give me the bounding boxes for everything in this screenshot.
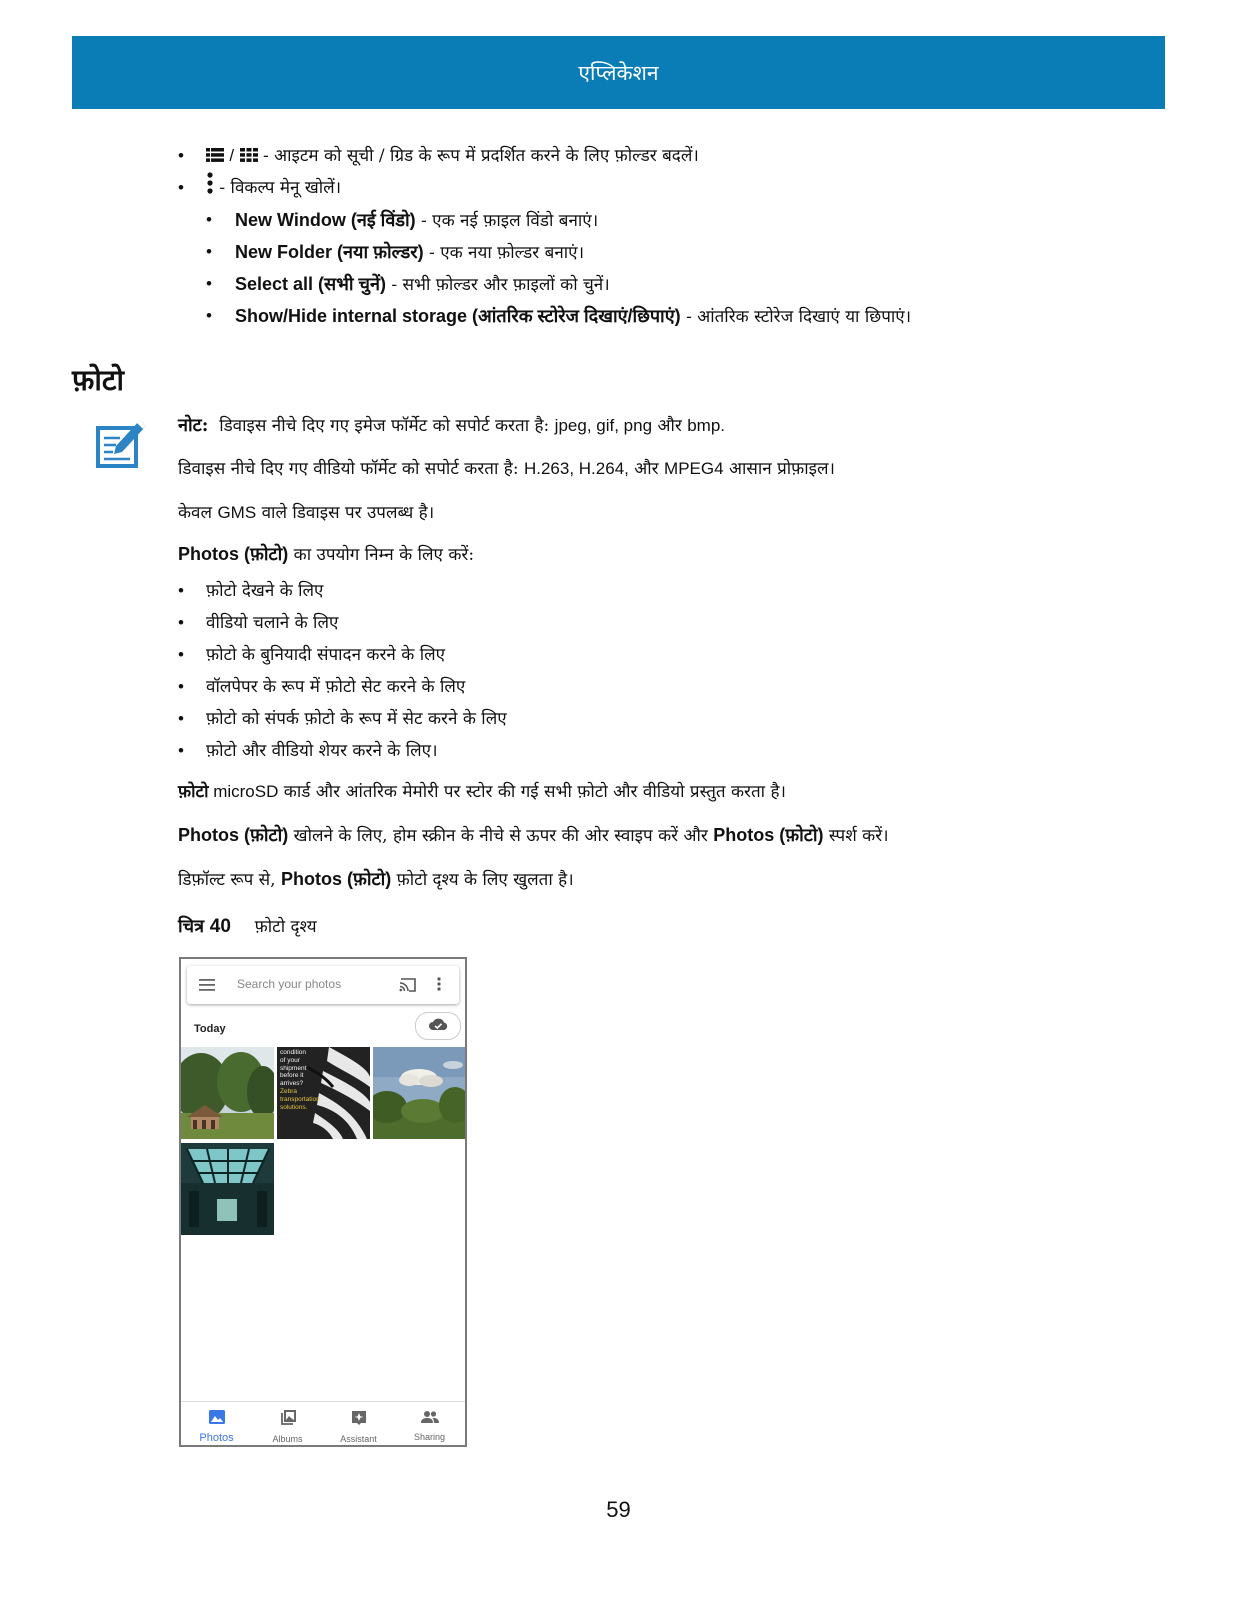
photo-icon [209, 1410, 225, 1429]
options-menu-text: - विकल्प मेनू खोलें। [219, 178, 342, 198]
cast-icon[interactable] [399, 978, 417, 997]
nav-tab-assistant[interactable] [323, 1402, 394, 1446]
para-open-app2: Photos (फ़ोटो) [713, 825, 824, 845]
uses-app-name: Photos (फ़ोटो) [178, 544, 289, 564]
para-open [178, 823, 889, 847]
figure-label: चित्र [178, 916, 205, 937]
options-menu-item [178, 172, 911, 204]
search-bar[interactable] [187, 966, 459, 1004]
para-open-app: Photos (फ़ोटो) [178, 825, 289, 845]
ad-line: of your [280, 1056, 300, 1064]
list-item: • फ़ोटो को संपर्क फ़ोटो के रूप में सेट करने के लिए [178, 703, 507, 735]
list-item: • फ़ोटो और वीडियो शेयर करने के लिए। [178, 735, 507, 767]
note-and: और [657, 416, 682, 436]
nav-label-assistant: Assistant [340, 1434, 377, 1444]
page-number: 59 [606, 1497, 631, 1522]
para-storage-microsd: microSD [208, 782, 279, 801]
photo-thumbnail[interactable] [373, 1047, 466, 1139]
view-toggle-item [178, 140, 911, 172]
ad-brand-line: Zebra [280, 1087, 297, 1095]
chapter-header [72, 36, 1165, 109]
uses-intro-text: का उपयोग निम्न के लिए करें: [288, 545, 475, 565]
para-open-text: खोलने के लिए, होम स्क्रीन के नीचे से ऊपर की ओर स्वाइप करें और [288, 826, 714, 846]
figure-title: फ़ोटो दृश्य [254, 917, 317, 937]
search-input[interactable]: Search your photos [237, 977, 342, 991]
note-gms: GMS [217, 503, 257, 522]
para-open-end: स्पर्श करें। [823, 826, 889, 846]
grid-view-icon [240, 141, 258, 173]
ad-line: condition [280, 1049, 307, 1056]
list-view-icon [206, 141, 224, 173]
date-header: Today [194, 1023, 226, 1035]
nav-label-albums: Albums [272, 1434, 303, 1444]
chapter-title: एप्लिकेशन [578, 60, 659, 85]
submenu-item-desc: - एक नया फ़ोल्डर बनाएं। [423, 243, 585, 263]
options-submenu [178, 204, 911, 332]
photos-app-screenshot [179, 957, 467, 1447]
para-default [178, 867, 574, 891]
photo-thumbnail[interactable] [181, 1143, 274, 1235]
note-gms-b: वाले डिवाइस पर उपलब्ध है। [261, 503, 435, 523]
list-item: • फ़ोटो देखने के लिए [178, 575, 507, 607]
uses-list [178, 575, 507, 767]
nav-label-photos: Photos [199, 1432, 234, 1444]
nav-tab-sharing[interactable] [394, 1402, 465, 1446]
nav-tab-albums[interactable] [252, 1402, 323, 1446]
para-default-end: फ़ोटो दृश्य के लिए खुलता है। [391, 870, 574, 890]
submenu-item-desc: - आंतरिक स्टोरेज दिखाएं या छिपाएं। [680, 307, 912, 327]
bottom-navigation [181, 1401, 465, 1446]
submenu-item [178, 204, 911, 236]
note-label: नोट: [178, 415, 209, 436]
para-default-app: Photos (फ़ोटो) [280, 869, 392, 889]
submenu-item-desc: - एक नई फ़ाइल विंडो बनाएं। [415, 211, 599, 231]
note-line-video [178, 456, 835, 479]
submenu-item [178, 268, 911, 300]
nav-label-sharing: Sharing [413, 1432, 446, 1442]
note-gms-a: केवल [178, 503, 213, 523]
submenu-item-label: Show/Hide internal storage (आंतरिक स्टोरेज दिखाएं/छिपाएं) [235, 306, 681, 326]
assistant-icon [351, 1410, 367, 1431]
backup-status-button[interactable] [415, 1012, 461, 1040]
file-options-list [178, 140, 911, 332]
view-toggle-text: - आइटम को सूची / ग्रिड के रूप में प्रदर्शित करने के लिए फ़ोल्डर बदलें। [262, 146, 699, 166]
note-images-text: डिवाइस नीचे दिए गए इमेज फॉर्मेट को सपोर्ट करता है: [219, 416, 550, 436]
para-storage [178, 779, 786, 802]
note-line-gms [178, 500, 434, 523]
albums-icon [280, 1410, 296, 1431]
note-images-formats: jpeg, gif, png [554, 416, 653, 435]
note-line-images [178, 413, 725, 437]
submenu-item [178, 300, 911, 332]
submenu-item-label: New Window (नई विंडो) [235, 210, 416, 230]
section-title: फ़ोटो [72, 363, 124, 397]
submenu-item [178, 236, 911, 268]
note-video-text: डिवाइस नीचे दिए गए वीडियो फॉर्मेट को सपोर्ट करता है: [178, 459, 519, 479]
list-item: • फ़ोटो के बुनियादी संपादन करने के लिए [178, 639, 507, 671]
ad-brand-line: transportation [280, 1095, 320, 1103]
menu-icon[interactable] [199, 978, 215, 996]
uses-intro [178, 542, 474, 566]
more-options-icon[interactable] [437, 977, 441, 996]
ad-copy [280, 1049, 320, 1111]
para-storage-bold: फ़ोटो [178, 782, 209, 802]
photo-thumbnail[interactable] [181, 1047, 274, 1139]
note-and: और [634, 459, 659, 479]
figure-caption [178, 914, 317, 938]
note-video-formats: H.263, H.264, [523, 459, 629, 478]
people-icon [421, 1410, 439, 1429]
ad-line: shipment [280, 1064, 307, 1072]
nav-tab-photos[interactable] [181, 1402, 252, 1446]
cloud-done-icon [428, 1017, 448, 1036]
list-item: • वॉलपेपर के रूप में फ़ोटो सेट करने के लिए [178, 671, 507, 703]
note-video-format2: MPEG4 [664, 459, 724, 478]
ad-line: before it [280, 1072, 304, 1080]
submenu-item-desc: - सभी फ़ोल्डर और फ़ाइलों को चुनें। [385, 275, 610, 295]
submenu-item-label: New Folder (नया फ़ोल्डर) [235, 242, 424, 262]
view-toggle-separator: / [229, 146, 235, 165]
note-video-end: आसान प्रोफ़ाइल। [728, 459, 835, 479]
photo-thumbnail[interactable] [277, 1047, 370, 1139]
ad-line: arrives? [280, 1080, 304, 1088]
figure-number: 40 [209, 916, 231, 937]
para-default-start: डिफ़ॉल्ट रूप से, [178, 870, 281, 890]
submenu-item-label: Select all (सभी चुनें) [235, 274, 386, 294]
ad-brand-line: solutions. [280, 1103, 308, 1111]
note-pencil-icon [96, 418, 148, 470]
list-item: • वीडियो चलाने के लिए [178, 607, 507, 639]
note-images-end: bmp. [687, 416, 725, 435]
para-storage-text: कार्ड और आंतरिक मेमोरी पर स्टोर की गई सभी फ़ोटो और वीडियो प्रस्तुत करता है। [278, 782, 786, 802]
more-vert-icon [206, 172, 214, 205]
